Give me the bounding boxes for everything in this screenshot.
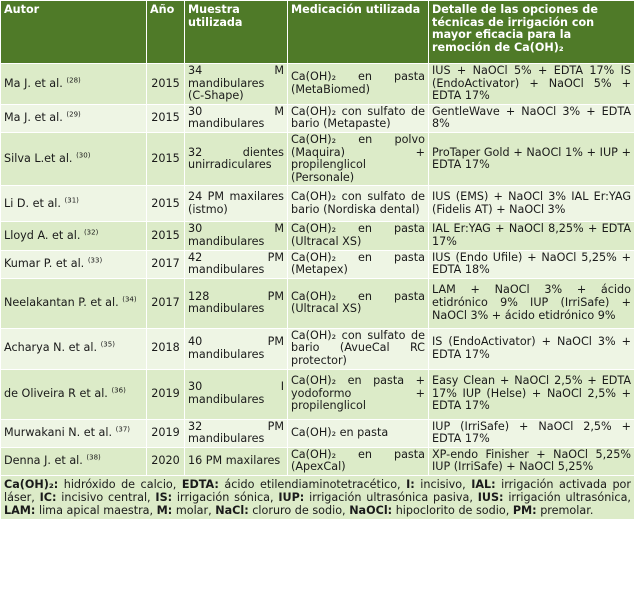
abbreviation-definition: irrigación sónica, [172,491,279,505]
abbreviation-definition: hidróxido de calcio, [58,477,182,491]
table-row [1,328,634,369]
author-name: Kumar P. et al. [4,256,85,270]
cell-autor [1,64,147,105]
cell-autor [1,328,147,369]
cell-muestra: 32 dientes unirradiculares [185,132,288,185]
header-autor: Autor [1,1,147,64]
cell-detalle: GentleWave + NaOCl 3% + EDTA 8% [429,104,634,132]
cell-muestra: 32 PM mandibulares [185,419,288,447]
cell-muestra: 30 M mandibulares [185,104,288,132]
cell-medicacion: Ca(OH)₂ en pasta + yodoformo + propilenglicol [288,369,429,419]
author-name: Li D. et al. [4,196,61,210]
abbreviation-term: IC: [39,491,57,505]
cell-medicacion: Ca(OH)₂ en pasta [288,419,429,447]
abbreviation-definition: irrigación ultrasónica pasiva, [304,491,478,505]
table-row [1,250,634,278]
cell-detalle: XP-endo Finisher + NaOCl 5,25% IUP (IrriSafe) + NaOCl 5,25% [429,447,634,475]
abbreviation-definition: hipoclorito de sodio, [392,504,513,518]
abbreviation-definition: ácido etilendiaminotetracético, [218,477,407,491]
cell-year: 2015 [147,186,185,222]
cell-year: 2015 [147,222,185,250]
abbreviations-footnote [1,475,634,520]
abbreviation-term: EDTA: [181,477,219,491]
table-row [1,369,634,419]
cell-medicacion: Ca(OH)₂ con sulfato de bario (AvueCal RC protector) [288,328,429,369]
author-name: Ma J. et al. [4,76,63,90]
abbreviation-term: IAL: [471,477,496,491]
abbreviation-definition: molar, [172,504,216,518]
cell-autor [1,278,147,328]
cell-medicacion: Ca(OH)₂ en pasta (Ultracal XS) [288,278,429,328]
author-name: de Oliveira R et al. [4,386,108,400]
abbreviation-term: PM: [512,504,537,518]
cell-autor [1,132,147,185]
cell-detalle: Easy Clean + NaOCl 2,5% + EDTA 17% IUP (Helse) + NaOCl 2,5% + EDTA 17% [429,369,634,419]
abbreviation-term: I: [406,477,415,491]
table-row [1,64,634,105]
cell-muestra: 42 PM mandibulares [185,250,288,278]
abbreviation-term: LAM: [4,504,36,518]
abbreviation-term: IUS: [477,491,504,505]
table-row [1,419,634,447]
cell-medicacion: Ca(OH)₂ en pasta (MetaBiomed) [288,64,429,105]
abbreviation-term: IUP: [278,491,305,505]
cell-autor [1,419,147,447]
abbreviation-term: Ca(OH)₂: [4,477,59,491]
cell-muestra: 34 M mandibulares (C-Shape) [185,64,288,105]
cell-autor [1,447,147,475]
cell-detalle: ProTaper Gold + NaOCl 1% + IUP + EDTA 17% [429,132,634,185]
cell-year: 2019 [147,419,185,447]
header-row [1,1,634,64]
table-row [1,278,634,328]
abbreviation-term: M: [156,504,173,518]
cell-autor [1,104,147,132]
author-name: Denna J. et al. [4,453,83,467]
cell-detalle: IUS (Endo Ufile) + NaOCl 5,25% + EDTA 18% [429,250,634,278]
cell-year: 2020 [147,447,185,475]
cell-muestra: 16 PM maxilares [185,447,288,475]
cell-detalle: IUS (EMS) + NaOCl 3% IAL Er:YAG (Fidelis AT) + NaOCl 3% [429,186,634,222]
table-row [1,186,634,222]
cell-muestra: 40 PM mandibulares [185,328,288,369]
abbreviation-definition: irrigación activada por láser, [4,477,631,505]
table-row [1,447,634,475]
cell-year: 2018 [147,328,185,369]
cell-detalle: LAM + NaOCl 3% + ácido etidrónico 9% IUP (IrriSafe) + NaOCl 3% + ácido etidrónico 9% [429,278,634,328]
reference-number: (33) [87,256,103,265]
cell-year: 2015 [147,64,185,105]
abbreviation-term: IS: [155,491,173,505]
cell-detalle: IUP (IrriSafe) + NaOCl 2,5% + EDTA 17% [429,419,634,447]
cell-muestra: 30 M mandibulares [185,222,288,250]
abbreviation-term: NaOCl: [349,504,393,518]
cell-medicacion: Ca(OH)₂ en pasta (Metapex) [288,250,429,278]
author-name: Neelakantan P. et al. [4,295,119,309]
author-name: Silva L.et al. [4,151,73,165]
cell-medicacion: Ca(OH)₂ con sulfato de bario (Nordiska dental) [288,186,429,222]
reference-number: (30) [76,151,91,160]
reference-number: (38) [86,453,101,462]
cell-autor [1,186,147,222]
author-name: Ma J. et al. [4,111,63,125]
header-ano: Año [147,1,185,64]
abbreviation-definition: irrigación ultrasónica, [503,491,631,505]
reference-number: (31) [64,195,79,204]
header-medicacion: Medicación utilizada [288,1,429,64]
abbreviation-definition: incisivo central, [56,491,156,505]
cell-autor [1,369,147,419]
author-name: Murwakani N. et al. [4,425,113,439]
footnote-row [1,475,634,520]
abbreviation-term: NaCl: [215,504,249,518]
reference-number: (35) [100,340,115,349]
cell-year: 2015 [147,104,185,132]
cell-year: 2017 [147,278,185,328]
cell-muestra: 128 PM mandibulares [185,278,288,328]
abbreviation-definition: premolar. [536,504,594,518]
cell-muestra: 30 I mandibulares [185,369,288,419]
cell-medicacion: Ca(OH)₂ en pasta (Ultracal XS) [288,222,429,250]
author-name: Acharya N. et al. [4,341,98,355]
reference-number: (29) [66,110,81,119]
abbreviation-definition: lima apical maestra, [35,504,157,518]
author-name: Lloyd A. et al. [4,228,81,242]
reference-number: (36) [111,385,126,394]
reference-number: (34) [122,295,137,304]
header-detalle: Detalle de las opciones de técnicas de irrigación con mayor eficacia para la remoción de Ca(OH)₂ [429,1,634,64]
reference-number: (32) [83,227,99,236]
abbreviation-definition: incisivo, [414,477,472,491]
cell-autor [1,250,147,278]
cell-medicacion: Ca(OH)₂ en polvo (Maquira) + propilenglicol (Personale) [288,132,429,185]
cell-autor [1,222,147,250]
cell-year: 2015 [147,132,185,185]
table-row [1,132,634,185]
table-row [1,104,634,132]
reference-number: (37) [115,425,131,434]
cell-muestra: 24 PM maxilares (istmo) [185,186,288,222]
cell-medicacion: Ca(OH)₂ con sulfato de bario (Metapaste) [288,104,429,132]
reference-number: (28) [66,75,81,84]
header-muestra: Muestra utilizada [185,1,288,64]
cell-detalle: IAL Er:YAG + NaOCl 8,25% + EDTA 17% [429,222,634,250]
cell-year: 2017 [147,250,185,278]
cell-detalle: IS (EndoActivator) + NaOCl 3% + EDTA 17% [429,328,634,369]
cell-year: 2019 [147,369,185,419]
cell-detalle: IUS + NaOCl 5% + EDTA 17% IS (EndoActivator) + NaOCl 5% + EDTA 17% [429,64,634,105]
table-row [1,222,634,250]
cell-medicacion: Ca(OH)₂ en pasta (ApexCal) [288,447,429,475]
table-body [1,64,634,476]
abbreviation-definition: cloruro de sodio, [248,504,350,518]
